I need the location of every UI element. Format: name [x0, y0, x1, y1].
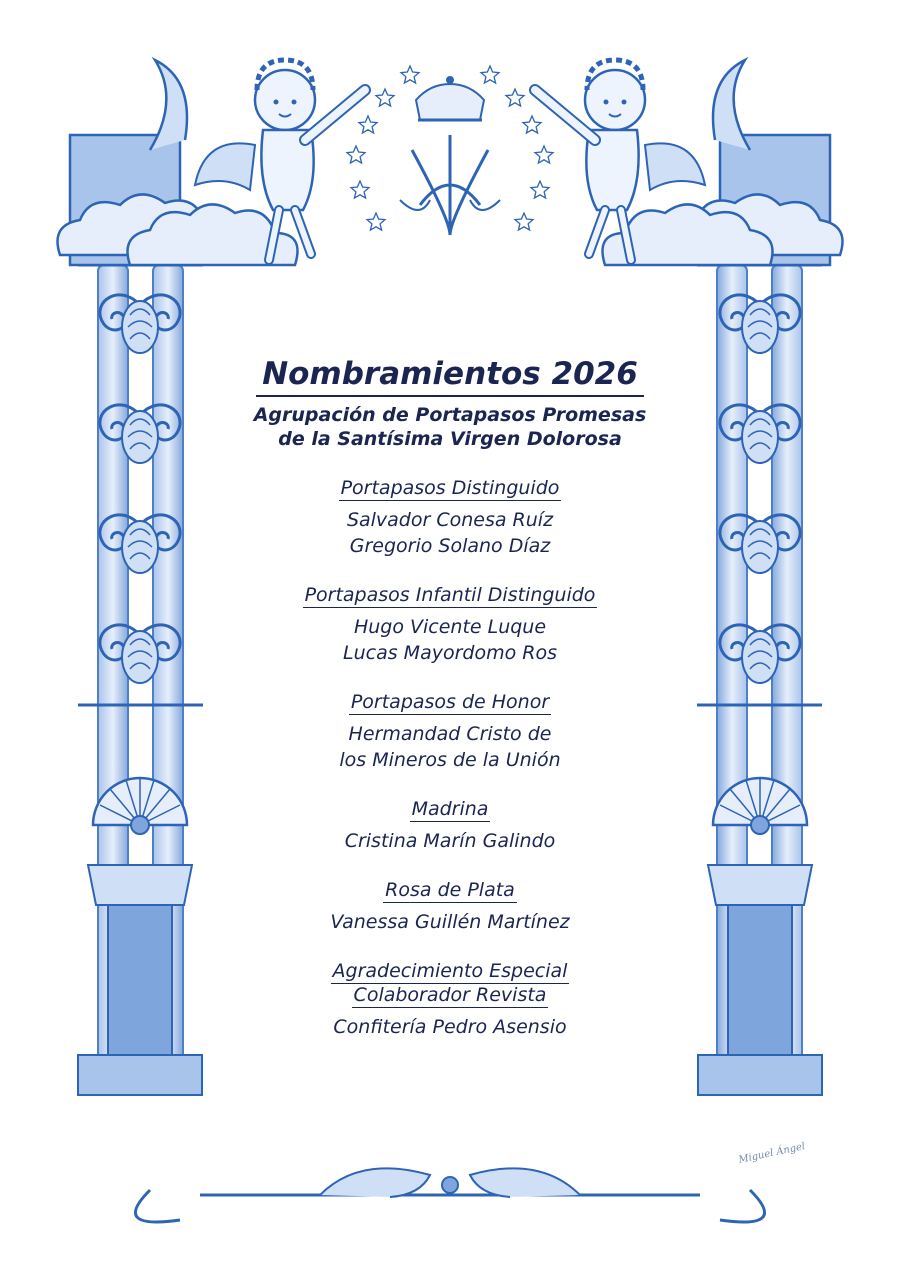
section-rosa-de-plata — [220, 879, 680, 935]
subtitle — [220, 403, 680, 451]
honoree-name: Cristina Marín Galindo — [344, 829, 556, 852]
section-portapasos-distinguido — [220, 477, 680, 559]
section-heading: Colaborador Revista — [353, 983, 547, 1006]
section-heading: Portapasos de Honor — [350, 690, 550, 713]
honoree-name: Hermandad Cristo de — [348, 722, 552, 745]
honoree-name: Hugo Vicente Luque — [353, 615, 547, 638]
section-portapasos-honor — [220, 691, 680, 773]
subtitle-line: Agrupación de Portapasos Promesas — [253, 403, 647, 426]
crown-monogram — [400, 76, 500, 235]
page-title: Nombramientos 2026 — [256, 355, 644, 397]
section-heading: Portapasos Infantil Distinguido — [304, 583, 596, 606]
appointments-content — [220, 355, 680, 1040]
honoree-name: Lucas Mayordomo Ros — [343, 641, 557, 664]
honoree-name: Gregorio Solano Díaz — [349, 534, 551, 557]
section-agradecimiento — [220, 960, 680, 1040]
section-heading: Madrina — [411, 797, 489, 820]
section-heading: Agradecimiento Especial — [332, 959, 568, 982]
section-portapasos-infantil — [220, 584, 680, 666]
honoree-name: Confitería Pedro Asensio — [333, 1015, 567, 1038]
bottom-ornament — [135, 1168, 764, 1222]
honoree-name: los Mineros de la Unión — [339, 748, 561, 771]
section-heading: Rosa de Plata — [385, 878, 515, 901]
subtitle-line: de la Santísima Virgen Dolorosa — [278, 427, 622, 450]
honoree-name: Vanessa Guillén Martínez — [330, 910, 570, 933]
honoree-name: Salvador Conesa Ruíz — [346, 508, 554, 531]
artist-signature: Miguel Ángel — [737, 1141, 807, 1166]
section-madrina — [220, 798, 680, 854]
section-heading: Portapasos Distinguido — [340, 476, 560, 499]
